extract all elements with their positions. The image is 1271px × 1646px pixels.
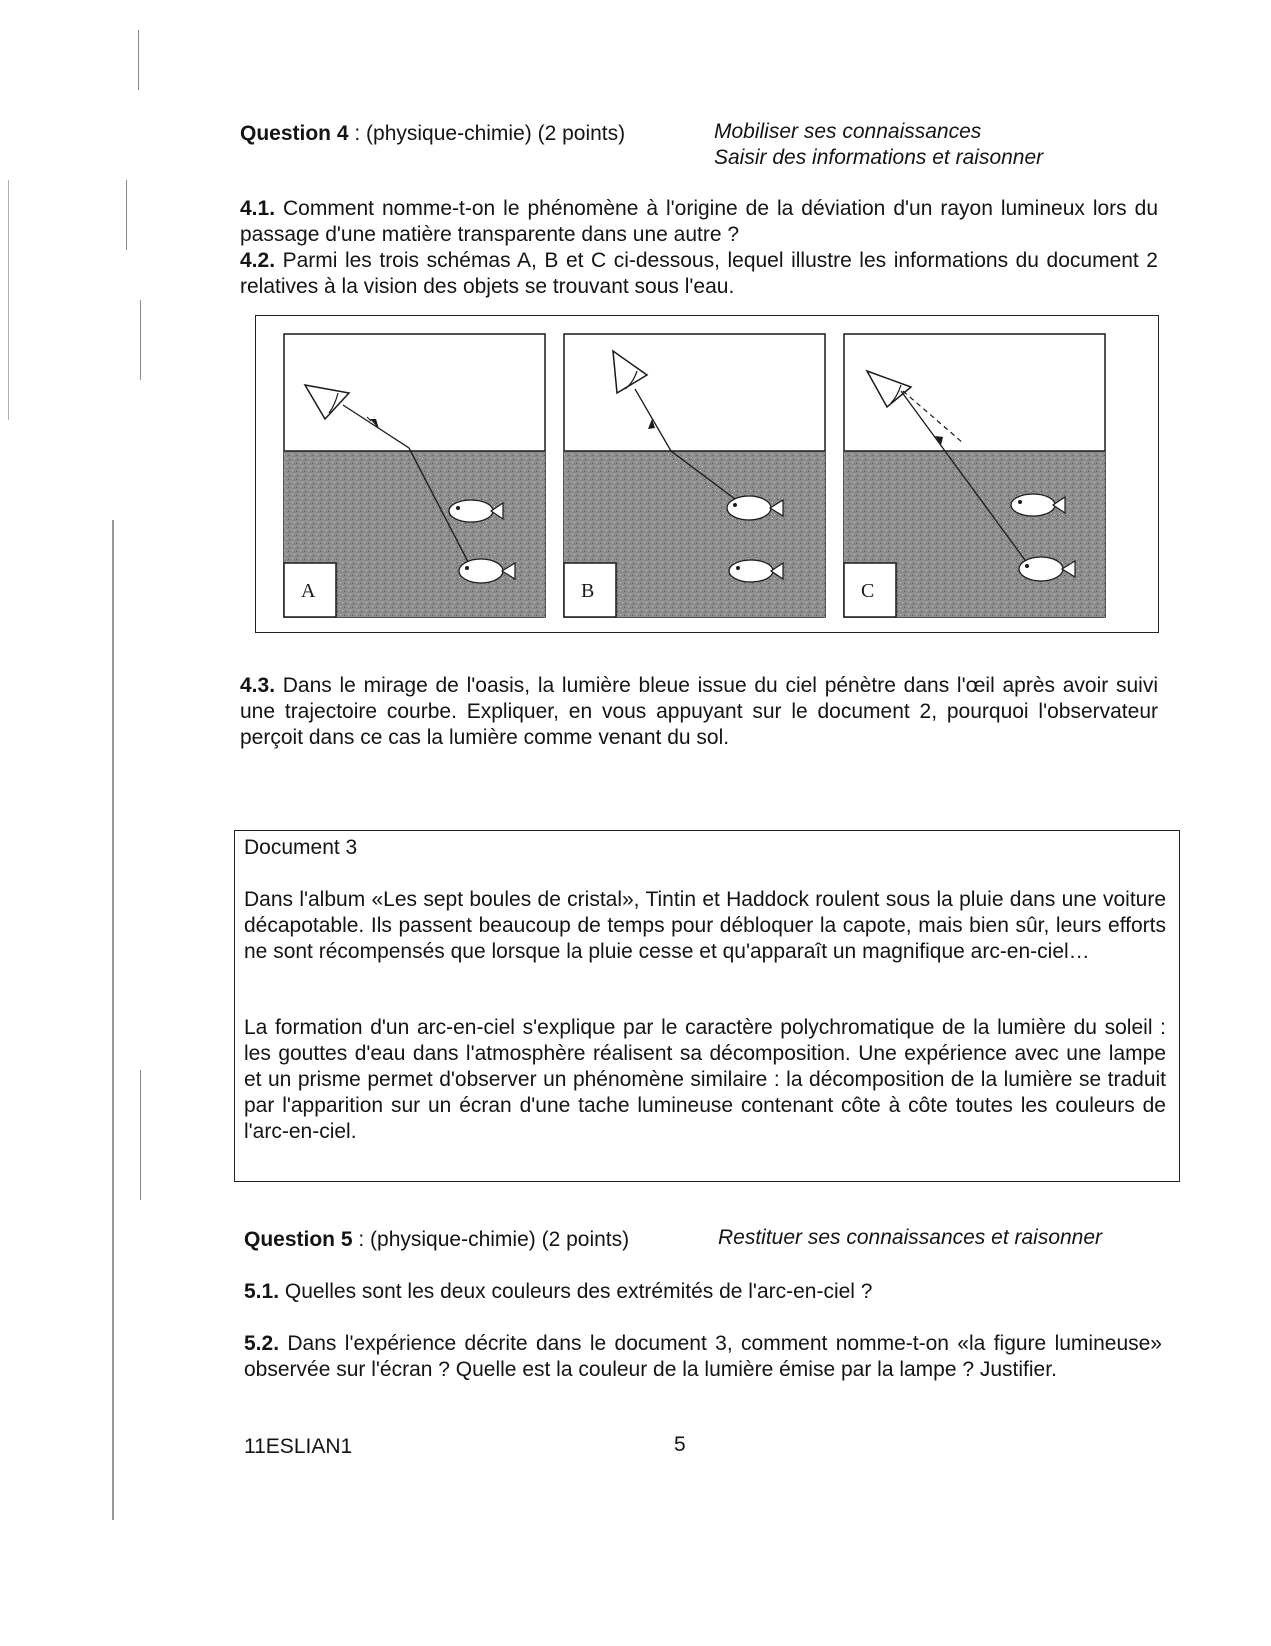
scan-mark — [8, 180, 9, 420]
schema-b-label: B — [581, 580, 595, 602]
question-4-1-text: Comment nomme-t-on le phénomène à l'origine de la déviation d'un rayon lumineux lors du passage d'une matière transparente dans une autre ? — [240, 197, 1158, 246]
schema-a-label: A — [301, 580, 316, 602]
exam-code: 11ESLIAN1 — [244, 1435, 353, 1458]
document3-title: Document 3 — [244, 836, 358, 859]
question-5-2-number: 5.2. — [244, 1332, 280, 1355]
question4-skill-1: Mobiliser ses connaissances — [714, 120, 982, 143]
page-number: 5 — [674, 1433, 686, 1456]
question5-header — [244, 1227, 629, 1253]
question4-label: Question 4 — [240, 122, 349, 145]
question-5-1-number: 5.1. — [244, 1280, 280, 1303]
schema-a — [283, 333, 546, 618]
question-4-2-text: Parmi les trois schémas A, B et C ci-dessous, lequel illustre les informations du document 2 relatives à la vision des objets se trouvant sous l'eau. — [240, 249, 1158, 298]
document3-box — [234, 830, 1180, 1182]
question4-header — [240, 121, 625, 147]
question-5-2-text: Dans l'expérience décrite dans le document 3, comment nomme-t-on «la figure lumineuse» observée sur l'écran ? Quelle est la couleur de la lumière émise par la lampe ? Justifier. — [244, 1332, 1162, 1381]
question5-skill: Restituer ses connaissances et raisonner — [718, 1226, 1103, 1249]
question5-label: Question 5 — [244, 1228, 353, 1251]
scan-mark — [138, 30, 139, 90]
question5-meta: : (physique-chimie) (2 points) — [352, 1228, 630, 1251]
question-4-3 — [240, 673, 1158, 751]
question-5-1-text: Quelles sont les deux couleurs des extrémités de l'arc-en-ciel ? — [279, 1280, 873, 1303]
question-4-3-number: 4.3. — [240, 674, 276, 697]
question-4-1 — [240, 196, 1158, 248]
schema-b — [563, 333, 826, 618]
question-4-3-text: Dans le mirage de l'oasis, la lumière bleue issue du ciel pénètre dans l'œil après avoir suivi une trajectoire courbe. Expliquer, en vous appuyant sur le document 2, pourquoi l'observateur perçoit dans ce cas la lumière comme venant du sol. — [240, 674, 1158, 749]
scan-edge-line — [112, 520, 114, 1520]
document3-paragraph-1: Dans l'album «Les sept boules de cristal», Tintin et Haddock roulent sous la pluie dans une voiture décapotable. Ils passent beaucoup de temps pour débloquer la capote, mais bien sûr, leurs efforts ne sont récompensés que lorsque la pluie cesse et qu'apparaît un magnifique arc-en-ciel… — [244, 888, 1166, 963]
question4-skill-2: Saisir des informations et raisonner — [714, 146, 1044, 169]
question-5-2 — [244, 1331, 1162, 1383]
question-4-1-number: 4.1. — [240, 197, 276, 220]
scan-mark — [140, 300, 141, 380]
scan-mark — [126, 180, 127, 250]
question-4-2-number: 4.2. — [240, 249, 276, 272]
question-5-1 — [244, 1279, 1162, 1305]
document3-paragraph-2: La formation d'un arc-en-ciel s'explique par le caractère polychromatique de la lumière du soleil : les gouttes d'eau dans l'atmosphère réalisent sa décomposition. Une expérience avec une lampe et un prisme permet d'observer un phénomène similaire : la décomposition de la lumière se traduit par l'apparition sur un écran d'une tache lumineuse contenant côte à côte toutes les couleurs de l'arc-en-ciel. — [244, 1016, 1166, 1143]
schema-c — [843, 333, 1106, 618]
refraction-schemas-figure — [255, 315, 1159, 633]
question-4-2 — [240, 248, 1158, 300]
scan-mark — [140, 1070, 141, 1200]
question4-meta: : (physique-chimie) (2 points) — [348, 122, 626, 145]
schema-c-label: C — [861, 580, 875, 602]
